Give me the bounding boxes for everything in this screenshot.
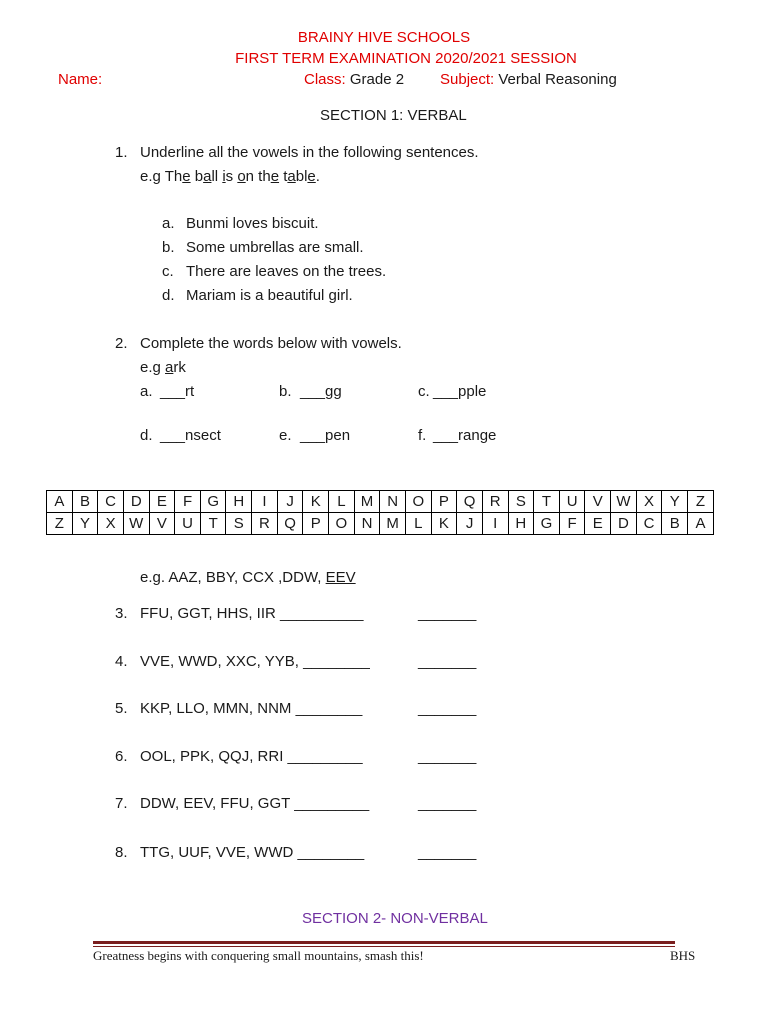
q1-example-segment: e (182, 168, 191, 185)
school-name: BRAINY HIVE SCHOOLS (297, 29, 471, 46)
alphabet-cell: C (98, 491, 124, 513)
sequence-answer-blank: _______ (418, 795, 477, 812)
q1-option-letter: b. (162, 239, 175, 256)
alphabet-cell: B (662, 513, 688, 535)
class-field (304, 71, 404, 88)
alphabet-cell: O (405, 491, 431, 513)
sequence-text: FFU, GGT, HHS, IIR __________ (140, 605, 364, 622)
sequence-example-answer: EEV (325, 569, 356, 586)
alphabet-cell: D (611, 513, 637, 535)
alphabet-cell: X (98, 513, 124, 535)
sequence-text: VVE, WWD, XXC, YYB, ________ (140, 653, 370, 670)
sequence-text: DDW, EEV, FFU, GGT _________ (140, 795, 370, 812)
q1-example-segment: t (279, 168, 288, 185)
alphabet-row-forward (47, 491, 714, 513)
section1-title: SECTION 1: VERBAL (320, 107, 467, 124)
alphabet-cell: W (123, 513, 149, 535)
alphabet-cell: I (252, 491, 278, 513)
footer-rule-thick (93, 941, 675, 944)
subject-value: Verbal Reasoning (498, 71, 617, 88)
alphabet-cell: P (431, 491, 457, 513)
q1-option-letter: a. (162, 215, 175, 232)
footer-abbrev: BHS (670, 948, 696, 963)
alphabet-cell: J (277, 491, 303, 513)
alphabet-cell: Z (688, 491, 714, 513)
q2-option-letter: b. (279, 383, 292, 400)
alphabet-cell: A (688, 513, 714, 535)
q2-option-letter: f. (418, 427, 427, 444)
alphabet-cell: V (585, 491, 611, 513)
sequence-number: 5. (115, 700, 128, 717)
alphabet-cell: D (123, 491, 149, 513)
q1-example-segment: a (287, 168, 296, 185)
alphabet-cell: L (329, 491, 355, 513)
alphabet-cell: B (72, 491, 98, 513)
alphabet-cell: M (354, 491, 380, 513)
alphabet-cell: G (534, 513, 560, 535)
alphabet-cell: Y (72, 513, 98, 535)
q1-example-segment: o (237, 168, 246, 185)
alphabet-cell: Q (277, 513, 303, 535)
alphabet-cell: Q (457, 491, 483, 513)
alphabet-cell: G (200, 491, 226, 513)
sequence-text: KKP, LLO, MMN, NNM ________ (140, 700, 363, 717)
alphabet-cell: M (380, 513, 406, 535)
sequence-answer-blank: _______ (418, 844, 477, 861)
sequence-text: OOL, PPK, QQJ, RRI _________ (140, 748, 363, 765)
q1-option-text: Mariam is a beautiful girl. (186, 287, 353, 304)
alphabet-cell: H (508, 513, 534, 535)
q1-example-segment: a (203, 168, 212, 185)
alphabet-cell: E (585, 513, 611, 535)
q2-option-text: ___rt (160, 383, 195, 400)
alphabet-cell: Z (47, 513, 73, 535)
q1-option-letter: c. (162, 263, 174, 280)
sequence-answer-blank: _______ (418, 700, 477, 717)
sequence-text: TTG, UUF, VVE, WWD ________ (140, 844, 365, 861)
sequence-number: 8. (115, 844, 128, 861)
alphabet-table (46, 490, 714, 535)
alphabet-row-reverse (47, 513, 714, 535)
q1-option-letter: d. (162, 287, 175, 304)
class-value: Grade 2 (349, 71, 405, 88)
q1-example (140, 168, 320, 185)
alphabet-cell: J (457, 513, 483, 535)
q2-example (140, 359, 186, 376)
sequence-number: 3. (115, 605, 128, 622)
alphabet-cell: Y (662, 491, 688, 513)
exam-title: FIRST TERM EXAMINATION 2020/2021 SESSION (235, 50, 577, 67)
q1-example-segment: e (307, 168, 316, 185)
alphabet-cell: T (200, 513, 226, 535)
alphabet-cell: U (559, 491, 585, 513)
subject-label: Subject: (440, 71, 495, 88)
alphabet-cell: P (303, 513, 329, 535)
alphabet-cell: N (380, 491, 406, 513)
q2-option-text: ___pen (300, 427, 351, 444)
q2-option-letter: c. (418, 383, 430, 400)
q2-text: Complete the words below with vowels. (140, 335, 402, 352)
q2-option-text: ___nsect (160, 427, 221, 444)
alphabet-cell: E (149, 491, 175, 513)
sequence-number: 4. (115, 653, 128, 670)
name-label: Name: (58, 71, 103, 88)
alphabet-cell: H (226, 491, 252, 513)
q1-option-text: Some umbrellas are small. (186, 239, 364, 256)
q2-option-letter: a. (140, 383, 153, 400)
sequence-answer-blank: _______ (418, 605, 477, 622)
alphabet-cell: I (482, 513, 508, 535)
q1-example-segment: b (190, 168, 204, 185)
q1-example-segment: e (270, 168, 280, 185)
alphabet-cell: X (636, 491, 662, 513)
q1-example-segment: i (222, 168, 226, 185)
q1-example-segment: bl (295, 168, 308, 185)
footer-motto: Greatness begins with conquering small mountains, smash this! (93, 948, 424, 963)
section2-title: SECTION 2- NON-VERBAL (302, 910, 488, 927)
alphabet-cell: W (611, 491, 637, 513)
alphabet-cell: R (252, 513, 278, 535)
alphabet-cell: K (303, 491, 329, 513)
sequence-example-prefix: e.g. AAZ, BBY, CCX ,DDW, (140, 569, 326, 586)
q2-number: 2. (115, 335, 128, 352)
alphabet-cell: S (226, 513, 252, 535)
class-label: Class: (304, 71, 346, 88)
q2-option-letter: d. (140, 427, 153, 444)
alphabet-cell: T (534, 491, 560, 513)
q1-example-segment: . (315, 168, 320, 185)
q2-option-letter: e. (279, 427, 292, 444)
q1-number: 1. (115, 144, 128, 161)
alphabet-cell: A (47, 491, 73, 513)
alphabet-cell: F (175, 491, 201, 513)
q1-example-segment: e.g Th (140, 168, 183, 185)
q2-example-segment: rk (173, 359, 186, 376)
sequence-answer-blank: _______ (418, 653, 477, 670)
q2-option-text: ___pple (433, 383, 487, 400)
q1-option-text: There are leaves on the trees. (186, 263, 387, 280)
alphabet-cell: K (431, 513, 457, 535)
sequence-number: 7. (115, 795, 128, 812)
alphabet-cell: O (329, 513, 355, 535)
alphabet-cell: S (508, 491, 534, 513)
alphabet-cell: F (559, 513, 585, 535)
sequence-example (140, 569, 356, 586)
alphabet-cell: N (354, 513, 380, 535)
q2-option-text: ___gg (300, 383, 342, 400)
q1-example-segment: s (225, 168, 238, 185)
alphabet-cell: V (149, 513, 175, 535)
q1-example-segment: n th (245, 168, 271, 185)
subject-field (440, 71, 617, 88)
q1-example-segment: ll (211, 168, 223, 185)
q2-example-segment: a (165, 359, 174, 376)
alphabet-cell: L (405, 513, 431, 535)
sequence-number: 6. (115, 748, 128, 765)
sequence-answer-blank: _______ (418, 748, 477, 765)
footer-rule-thin (93, 946, 675, 947)
alphabet-cell: U (175, 513, 201, 535)
q1-option-text: Bunmi loves biscuit. (186, 215, 319, 232)
alphabet-cell: C (636, 513, 662, 535)
q1-text: Underline all the vowels in the following sentences. (140, 144, 479, 161)
q2-example-segment: e.g (140, 359, 166, 376)
q2-option-text: ___range (433, 427, 497, 444)
alphabet-cell: R (482, 491, 508, 513)
